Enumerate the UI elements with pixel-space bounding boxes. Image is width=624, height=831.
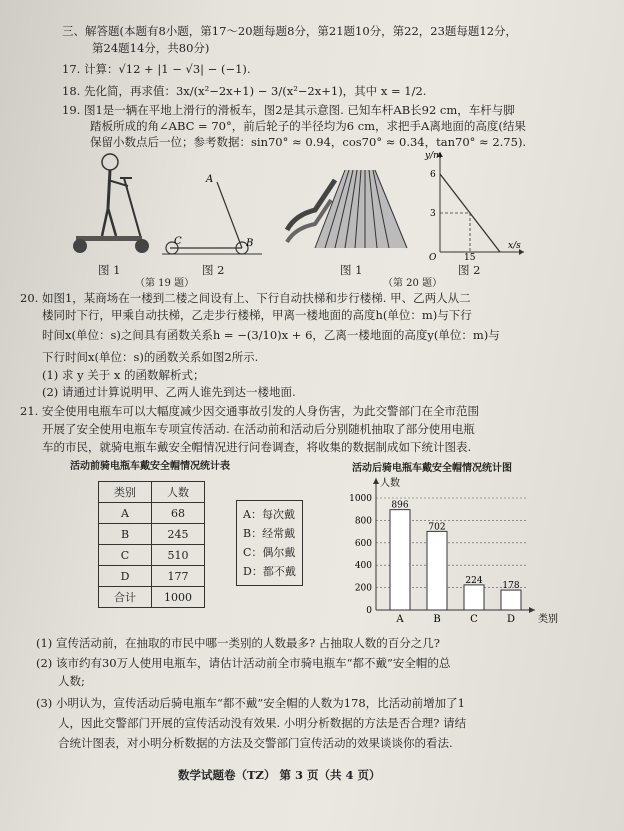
- table-cell: 1000: [152, 587, 205, 608]
- chart-x-axis-label: 类别: [538, 614, 558, 625]
- chart-bar-A: [390, 510, 410, 610]
- table-row: [99, 545, 205, 566]
- chart-bar-B: [427, 531, 447, 610]
- category-table: [98, 481, 205, 608]
- fig19-label-2: 图 2: [202, 263, 225, 277]
- chart-category-label: B: [433, 614, 441, 625]
- question-19-line1: 19. 图1是一辆在平地上滑行的滑板车，图2是其示意图. 已知车杆AB长92 cm，车杆与脚: [62, 103, 515, 117]
- section3-header-cont: 第24题14分，共80分): [92, 41, 210, 55]
- question-21-line2: 开展了安全使用电瓶车专项宣传活动. 在活动前和活动后分别随机抽取了部分使用电瓶: [42, 422, 475, 436]
- fig19-label-1: 图 1: [98, 263, 121, 277]
- table-row: [99, 524, 205, 545]
- table-cell: 245: [152, 524, 205, 545]
- question-19-line2: 踏板所成的角∠ABC = 70°，前后轮子的半径均为6 cm，求把手A离地面的高度(结果: [90, 119, 526, 133]
- bar-chart: [330, 474, 560, 632]
- table-row: [99, 566, 205, 587]
- graph-y-tick-3: 3: [430, 209, 436, 219]
- legend-item: D：都不戴: [243, 565, 296, 578]
- chart-category-label: D: [506, 614, 516, 625]
- escalator-photo: [285, 160, 410, 255]
- question-20-line3: 时间x(单位：s)之间具有函数关系h = −(3/10)x + 6，乙离一楼地面的高度y(单位：m)与: [42, 328, 500, 342]
- question-17: 17. 计算：√12 + |1 − √3| − (−1).: [62, 62, 251, 76]
- graph-x-axis-label: x/s: [508, 241, 521, 251]
- chart-data-label: 178: [502, 581, 520, 592]
- chart-data-label: 702: [428, 522, 446, 533]
- chart-data-label: 224: [465, 575, 483, 586]
- graph-y-tick-6: 6: [430, 170, 436, 180]
- chart-category-label: C: [470, 614, 478, 625]
- question-20-line2: 楼同时下行，甲乘自动扶梯，乙走步行楼梯，甲离一楼地面的高度h(单位：m)与下行: [42, 308, 472, 322]
- chart-title: 活动后骑电瓶车戴安全帽情况统计图: [352, 463, 512, 474]
- legend-item: B：经常戴: [243, 527, 296, 540]
- scooter-photo: [62, 150, 162, 258]
- table-cell: D: [99, 566, 152, 587]
- table-cell: 合计: [99, 587, 152, 608]
- question-21-part1: (1) 宣传活动前，在抽取的市民中哪一类别的人数最多? 占抽取人数的百分之几?: [36, 636, 440, 650]
- scooter-schematic: [162, 168, 262, 258]
- fig19-caption: （第 19 题）: [135, 278, 195, 289]
- question-19-line3: 保留小数点后一位；参考数据：sin70° ≈ 0.94，cos70° ≈ 0.34，tan70° ≈ 2.75).: [90, 135, 527, 149]
- table-header-row: [99, 482, 205, 503]
- graph-origin-label: O: [429, 253, 437, 260]
- fig20-graph: [420, 150, 530, 260]
- chart-bar-C: [464, 585, 484, 610]
- table-title: 活动前骑电瓶车戴安全帽情况统计表: [70, 461, 230, 472]
- table-cell: C: [99, 545, 152, 566]
- page-footer: 数学试题卷（TZ） 第 3 页（共 4 页）: [178, 768, 381, 782]
- table-cell: 177: [152, 566, 205, 587]
- graph-y-axis-label: y/m: [425, 151, 442, 161]
- chart-category-label: A: [396, 614, 404, 625]
- chart-data-label: 896: [391, 500, 409, 511]
- point-c-label: C: [174, 236, 182, 247]
- category-legend: [236, 500, 303, 586]
- table-cell: A: [99, 503, 152, 524]
- graph-x-tick-15: 15: [464, 253, 476, 260]
- table-header-cell: 类别: [99, 482, 152, 503]
- chart-y-tick-label: 600: [354, 538, 372, 549]
- table-cell: 510: [152, 545, 205, 566]
- question-20-part2: (2) 请通过计算说明甲、乙两人谁先到达一楼地面.: [42, 385, 296, 399]
- chart-y-axis-label: 人数: [380, 478, 400, 489]
- fig20-caption: （第 20 题）: [383, 278, 443, 289]
- question-21-part2b: 人数;: [58, 674, 85, 688]
- chart-y-tick-label: 0: [366, 606, 372, 616]
- question-21-part3a: (3) 小明认为，宣传活动后骑电瓶车“都不戴”安全帽的人数为178，比活动前增加了1: [36, 696, 465, 710]
- chart-y-tick-label: 400: [354, 561, 372, 572]
- table-row: [99, 587, 205, 608]
- question-20-part1: (1) 求 y 关于 x 的函数解析式；: [42, 368, 205, 382]
- point-b-label: B: [246, 238, 254, 249]
- question-21-line1: 21. 安全使用电瓶车可以大幅度减少因交通事故引发的人身伤害，为此交警部门在全市范围: [20, 404, 479, 418]
- point-a-label: A: [206, 174, 214, 185]
- question-21-part3c: 合统计图表，对小明分析数据的方法及交警部门宣传活动的效果谈谈你的看法.: [58, 736, 453, 750]
- table-row: [99, 503, 205, 524]
- question-20-line4: 下行时间x(单位：s)的函数关系如图2所示.: [42, 350, 259, 364]
- table-cell: 68: [152, 503, 205, 524]
- chart-y-tick-label: 800: [354, 516, 372, 527]
- table-cell: B: [99, 524, 152, 545]
- section3-header: 三、解答题(本题有8小题，第17～20题每题8分，第21题10分，第22，23题每题12分，: [62, 24, 518, 38]
- legend-item: A：每次戴: [243, 508, 295, 521]
- table-header-cell: 人数: [152, 482, 205, 503]
- question-20-line1: 20. 如图1，某商场在一楼到二楼之间设有上、下行自动扶梯和步行楼梯. 甲、乙两人从二: [20, 291, 471, 305]
- fig20-label-1: 图 1: [340, 263, 363, 277]
- question-18: 18. 先化简，再求值：3x/(x²−2x+1) − 3/(x²−2x+1)，其中 x = 1/2.: [62, 84, 427, 98]
- question-21-part2a: (2) 该市约有30万人使用电瓶车，请估计活动前全市骑电瓶车“都不戴”安全帽的总: [36, 656, 451, 670]
- chart-y-tick-label: 1000: [349, 494, 372, 504]
- legend-item: C：偶尔戴: [243, 546, 296, 559]
- question-21-part3b: 人，因此交警部门开展的宣传活动没有效果. 小明分析数据的方法是否合理? 请结: [58, 716, 467, 730]
- chart-y-tick-label: 200: [354, 583, 372, 594]
- fig20-label-2: 图 2: [458, 263, 481, 277]
- question-21-line3: 车的市民，就骑电瓶车戴安全帽情况进行问卷调查，将收集的数据制成如下统计图表.: [42, 440, 472, 454]
- chart-bar-D: [501, 590, 521, 610]
